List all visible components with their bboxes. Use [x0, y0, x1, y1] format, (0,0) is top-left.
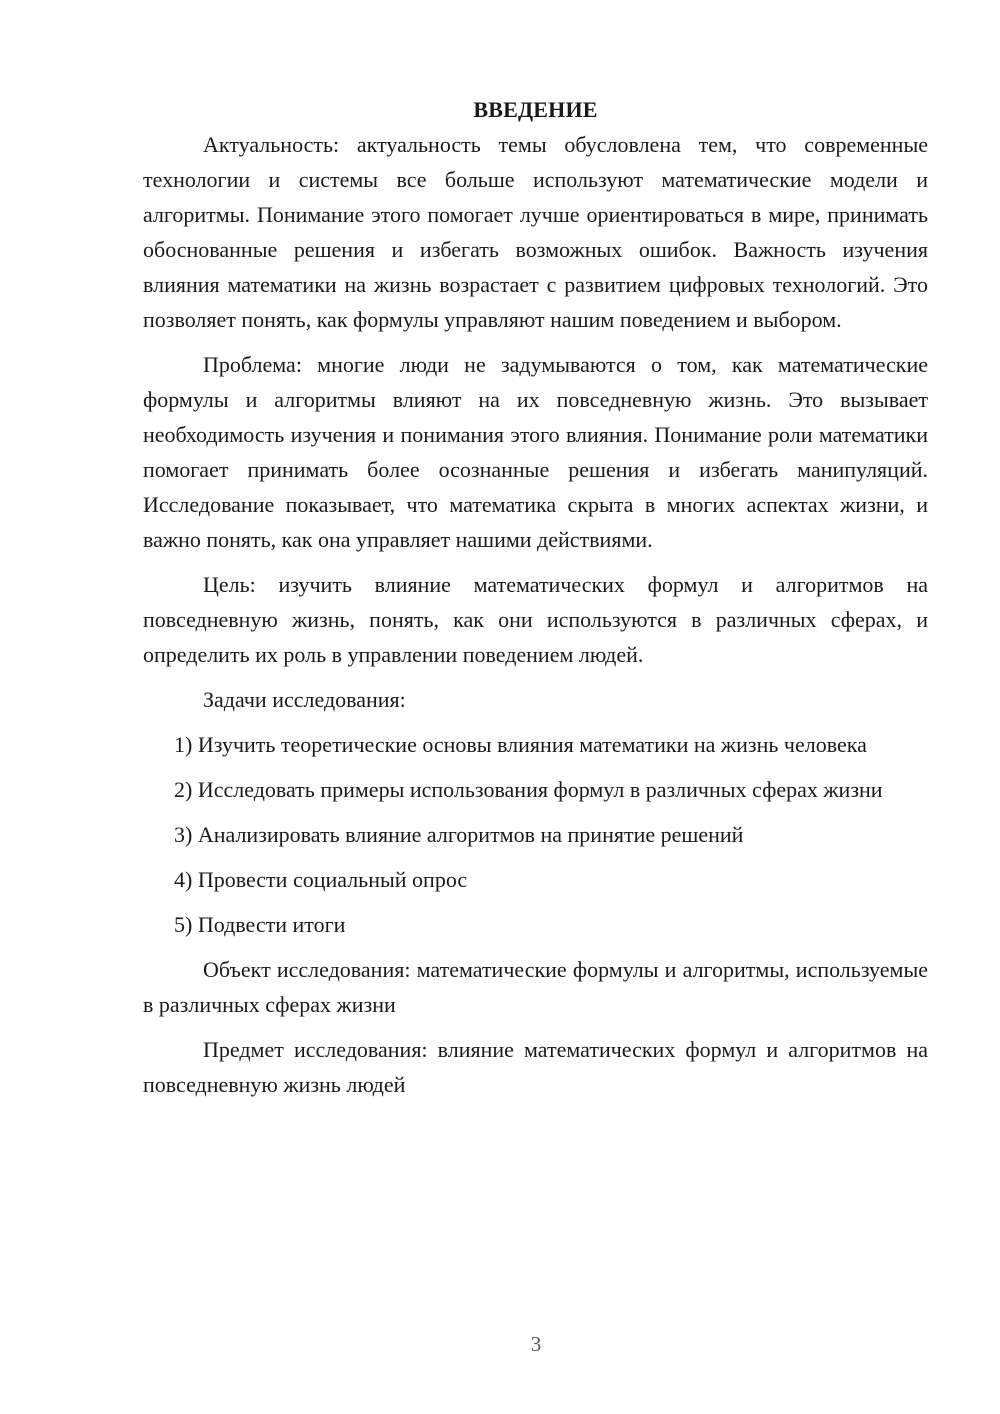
paragraph-problem: Проблема: многие люди не задумываются о том, как математические формулы и алгоритмы влияют на их повседневную жизнь. Это вызывает необходимость изучения и понимания этого влияния. Понимание роли математики помогает принимать более осознанные решения и избегать манипуляций. Исследование показывает, что математика скрыта в многих аспектах жизни, и важно понять, как она управляет нашими действиями.: [143, 352, 928, 552]
paragraph-subject: Предмет исследования: влияние математических формул и алгоритмов на повседневную жизнь людей: [143, 1037, 928, 1097]
paragraph-object: Объект исследования: математические формулы и алгоритмы, используемые в различных сферах жизни: [143, 957, 928, 1017]
paragraph-goal: Цель: изучить влияние математических формул и алгоритмов на повседневную жизнь, понять, как они используются в различных сферах, и определить их роль в управлении поведением людей.: [143, 572, 928, 667]
tasks-list: [143, 727, 928, 942]
task-item: 5) Подвести итоги: [174, 912, 346, 937]
tasks-heading: Задачи исследования:: [203, 687, 406, 712]
section-title: ВВЕДЕНИЕ: [473, 97, 598, 122]
task-item: 3) Анализировать влияние алгоритмов на принятие решений: [174, 822, 744, 847]
page-content: [143, 92, 928, 1112]
task-item: 1) Изучить теоретические основы влияния математики на жизнь человека: [174, 732, 867, 757]
task-item: 2) Исследовать примеры использования формул в различных сферах жизни: [174, 777, 883, 802]
paragraph-relevance: Актуальность: актуальность темы обусловлена тем, что современные технологии и системы все больше используют математические модели и алгоритмы. Понимание этого помогает лучше ориентироваться в мире, принимать обоснованные решения и избегать возможных ошибок. Важность изучения влияния математики на жизнь возрастает с развитием цифровых технологий. Это позволяет понять, как формулы управляют нашим поведением и выбором.: [143, 132, 928, 332]
page-number: 3: [530, 1332, 542, 1356]
task-item: 4) Провести социальный опрос: [174, 867, 468, 892]
